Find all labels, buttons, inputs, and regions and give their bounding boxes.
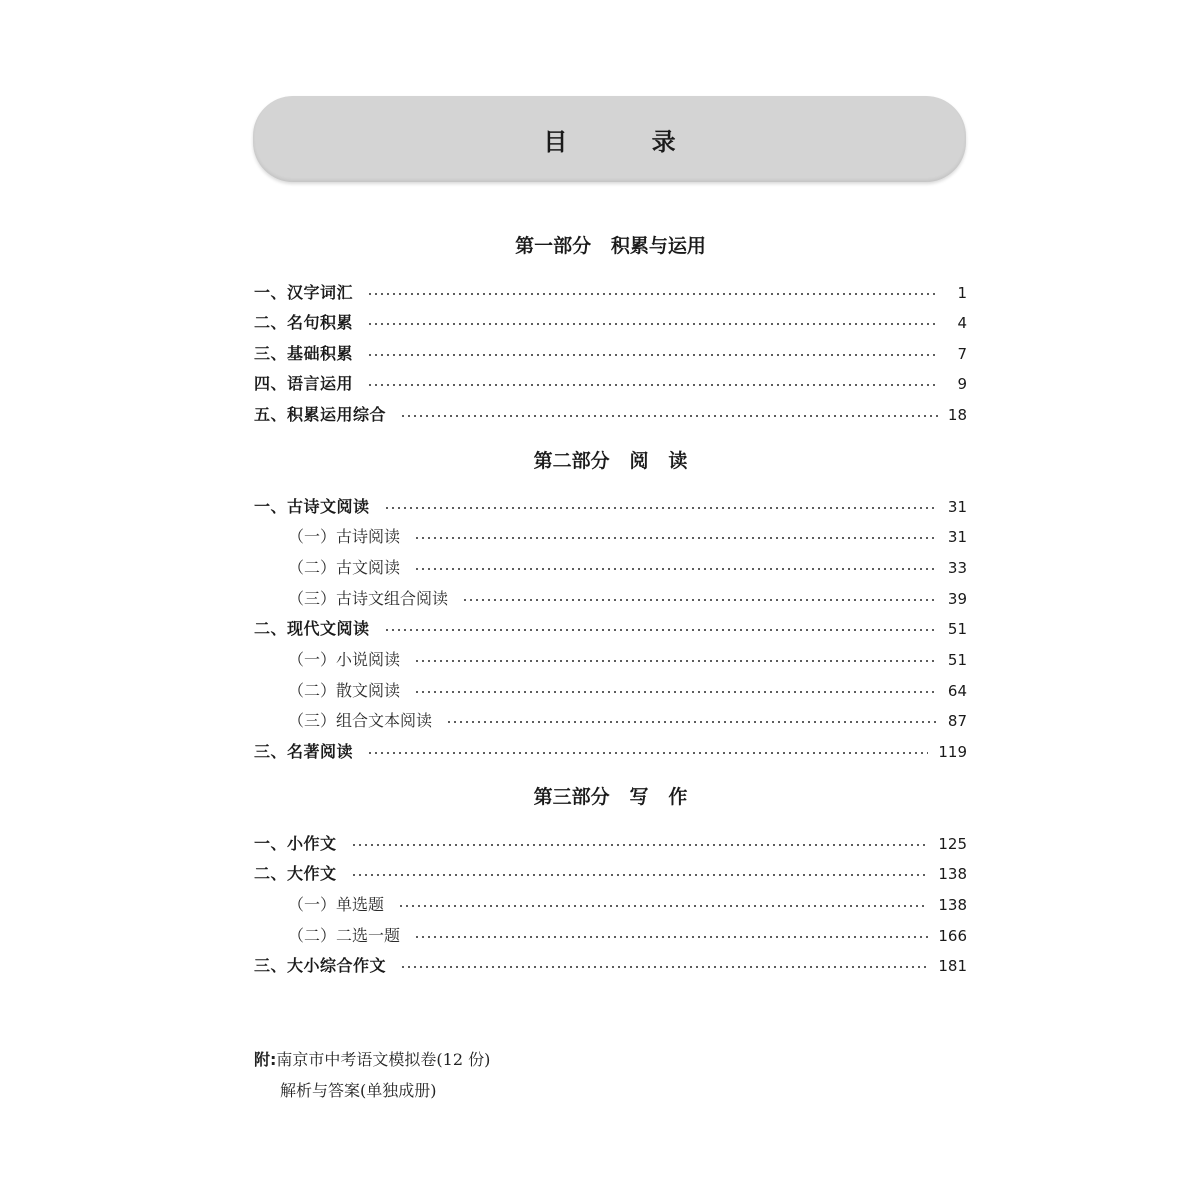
toc-entry-page-number: 166	[938, 927, 967, 945]
dot-leader	[446, 721, 938, 723]
toc-entry[interactable]	[254, 494, 967, 520]
toc-entry-page-number: 138	[938, 896, 967, 914]
toc-entry-label: （三）组合文本阅读	[288, 711, 433, 730]
toc-entry-label: 一、汉字词汇	[254, 283, 354, 302]
dot-leader	[367, 293, 939, 295]
dot-leader	[414, 936, 928, 938]
toc-entry[interactable]	[254, 678, 967, 704]
toc-entry[interactable]	[254, 708, 967, 734]
dot-leader	[367, 354, 939, 356]
toc-entry[interactable]	[254, 616, 967, 642]
toc-entry-label: （二）二选一题	[288, 926, 401, 945]
toc-entry[interactable]	[254, 524, 967, 550]
toc-entry-page-number: 39	[947, 590, 967, 608]
appendix-text-1: 南京市中考语文模拟卷(12 份)	[276, 1050, 491, 1069]
toc-entry-label: 四、语言运用	[254, 374, 354, 393]
toc-entry-page-number: 1	[957, 284, 967, 302]
toc-entry-label: 一、小作文	[254, 834, 337, 853]
toc-entry[interactable]	[254, 923, 967, 949]
dot-leader	[384, 629, 938, 631]
toc-entry[interactable]	[254, 310, 967, 336]
toc-entry-label: 二、大作文	[254, 864, 337, 883]
toc-entry-page-number: 18	[947, 406, 967, 424]
toc-entry[interactable]	[254, 861, 967, 887]
dot-leader	[414, 537, 938, 539]
toc-entry-label: （一）单选题	[288, 895, 385, 914]
dot-leader	[351, 844, 929, 846]
dot-leader	[414, 568, 938, 570]
appendix	[254, 1044, 490, 1106]
toc-entry[interactable]	[254, 586, 967, 612]
dot-leader	[398, 905, 928, 907]
toc-entry[interactable]	[254, 280, 967, 306]
dot-leader	[351, 874, 929, 876]
toc-entry-page-number: 7	[957, 345, 967, 363]
toc-entry-label: （二）散文阅读	[288, 681, 401, 700]
toc-entry-label: （三）古诗文组合阅读	[288, 589, 449, 608]
dot-leader	[462, 599, 938, 601]
toc-entry[interactable]	[254, 555, 967, 581]
appendix-line-2: 解析与答案(单独成册)	[280, 1081, 437, 1100]
dot-leader	[367, 323, 939, 325]
toc-entry[interactable]	[254, 953, 967, 979]
toc-entry[interactable]	[254, 371, 967, 397]
toc-entry-label: （一）古诗阅读	[288, 527, 401, 546]
toc-entry-label: 二、现代文阅读	[254, 619, 370, 638]
appendix-line-1	[254, 1044, 490, 1075]
toc-entry-page-number: 119	[938, 743, 967, 761]
section-heading: 第三部分 写 作	[533, 786, 688, 808]
dot-leader	[414, 691, 938, 693]
toc-entry-page-number: 138	[938, 865, 967, 883]
toc-entry-label: 五、积累运用综合	[254, 405, 387, 424]
toc-entry-label: 三、名著阅读	[254, 742, 354, 761]
toc-entry[interactable]	[254, 402, 967, 428]
toc-entry-label: 三、基础积累	[254, 344, 354, 363]
toc-entry-page-number: 181	[938, 957, 967, 975]
toc-entry[interactable]	[254, 647, 967, 673]
toc-entry[interactable]	[254, 831, 967, 857]
appendix-prefix: 附:	[254, 1050, 277, 1069]
dot-leader	[367, 384, 939, 386]
toc-entry-page-number: 64	[947, 682, 967, 700]
toc-entry-label: 三、大小综合作文	[254, 956, 387, 975]
toc-entry-label: （二）古文阅读	[288, 558, 401, 577]
toc-entry-page-number: 87	[947, 712, 967, 730]
toc-entry-page-number: 125	[938, 835, 967, 853]
section-heading: 第二部分 阅 读	[533, 450, 688, 472]
toc-entry-label: 一、古诗文阅读	[254, 497, 370, 516]
toc-entry[interactable]	[254, 341, 967, 367]
toc-entry-page-number: 51	[947, 651, 967, 669]
toc-entry-label: 二、名句积累	[254, 313, 354, 332]
toc-title-banner	[253, 96, 966, 182]
toc-entry-page-number: 33	[947, 559, 967, 577]
toc-entry-page-number: 31	[947, 528, 967, 546]
dot-leader	[400, 966, 928, 968]
dot-leader	[400, 415, 938, 417]
toc-entry-page-number: 4	[957, 314, 967, 332]
section-heading: 第一部分 积累与运用	[515, 235, 706, 257]
toc-entry-page-number: 51	[947, 620, 967, 638]
dot-leader	[384, 507, 938, 509]
toc-entry[interactable]	[254, 892, 967, 918]
dot-leader	[414, 660, 938, 662]
dot-leader	[367, 752, 928, 754]
toc-entry[interactable]	[254, 739, 967, 765]
toc-entry-page-number: 31	[947, 498, 967, 516]
toc-entry-page-number: 9	[957, 375, 967, 393]
toc-title: 目 录	[543, 127, 714, 156]
toc-entry-label: （一）小说阅读	[288, 650, 401, 669]
